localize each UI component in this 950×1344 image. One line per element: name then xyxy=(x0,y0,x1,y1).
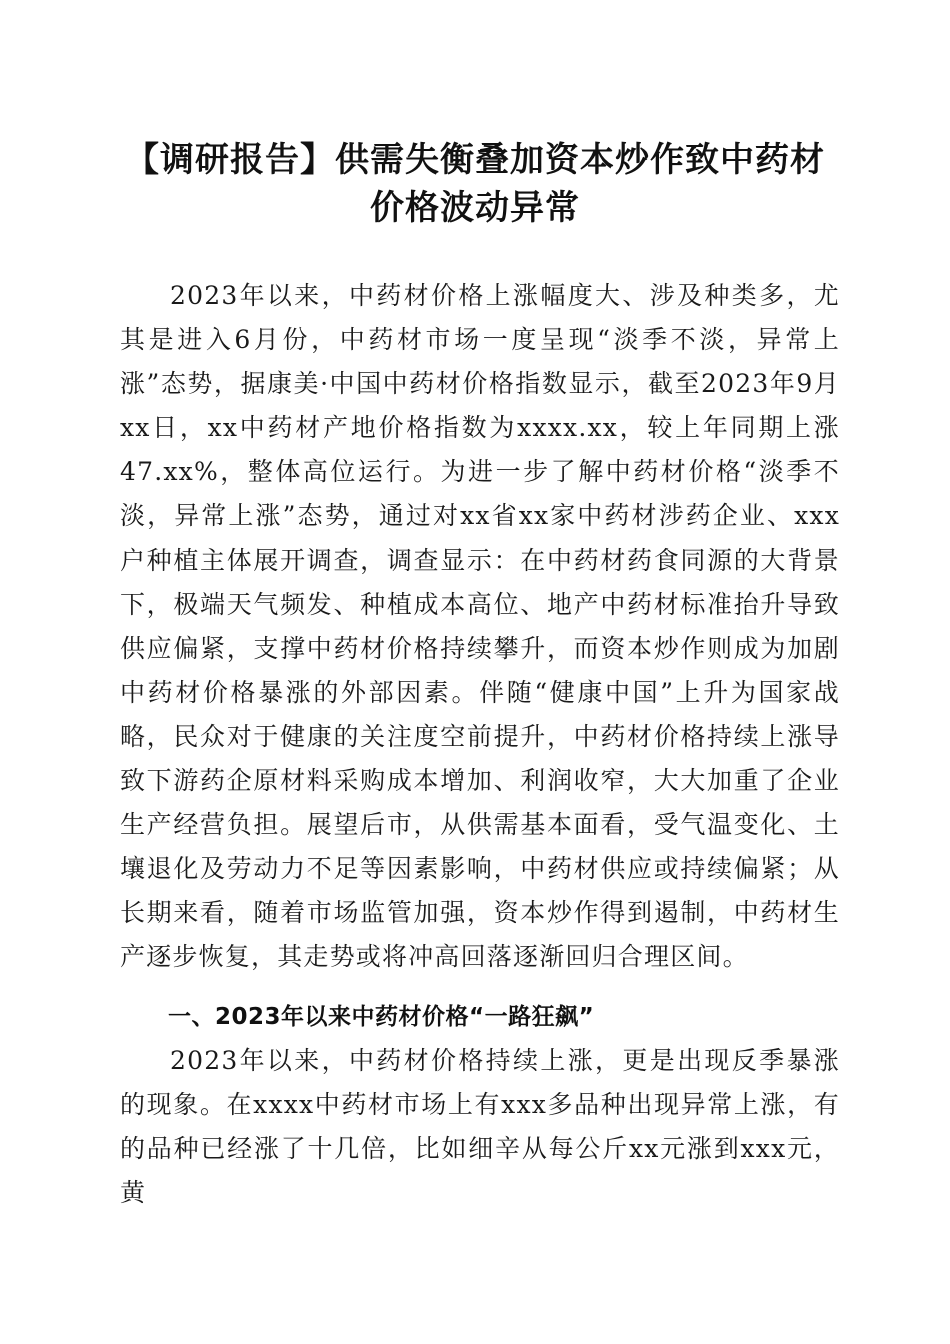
intro-paragraph: 2023年以来，中药材价格上涨幅度大、涉及种类多，尤其是进入6月份，中药材市场一度呈现“淡季不淡，异常上涨”态势，据康美·中国中药材价格指数显示，截至2023年9月xx日，xx中药材产地价格指数为xxxx.xx，较上年同期上涨47.xx%，整体高位运行。为进一步了解中药材价格“淡季不淡，异常上涨”态势，通过对xx省xx家中药材涉药企业、xxx户种植主体展开调查，调查显示：在中药材药食同源的大背景下，极端天气频发、种植成本高位、地产中药材标准抬升导致供应偏紧，支撑中药材价格持续攀升，而资本炒作则成为加剧中药材价格暴涨的外部因素。伴随“健康中国”上升为国家战略，民众对于健康的关注度空前提升，中药材价格持续上涨导致下游药企原材料采购成本增加、利润收窄，大大加重了企业生产经营负担。展望后市，从供需基本面看，受气温变化、土壤退化及劳动力不足等因素影响，中药材供应或持续偏紧；从长期来看，随着市场监管加强，资本炒作得到遏制，中药材生产逐步恢复，其走势或将冲高回落逐渐回归合理区间。 xyxy=(120,281,840,972)
document-title-line-1: 【调研报告】供需失衡叠加资本炒作致中药材 xyxy=(125,140,825,180)
document-title-line-2: 价格波动异常 xyxy=(370,188,580,228)
section-heading-1: 一、2023年以来中药材价格“一路狂飙” xyxy=(168,1004,595,1030)
section-1-paragraph: 2023年以来，中药材价格持续上涨，更是出现反季暴涨的现象。在xxxx中药材市场上有xxx多品种出现异常上涨，有的品种已经涨了十几倍，比如细辛从每公斤xx元涨到xxx元，黄 xyxy=(120,1046,840,1208)
